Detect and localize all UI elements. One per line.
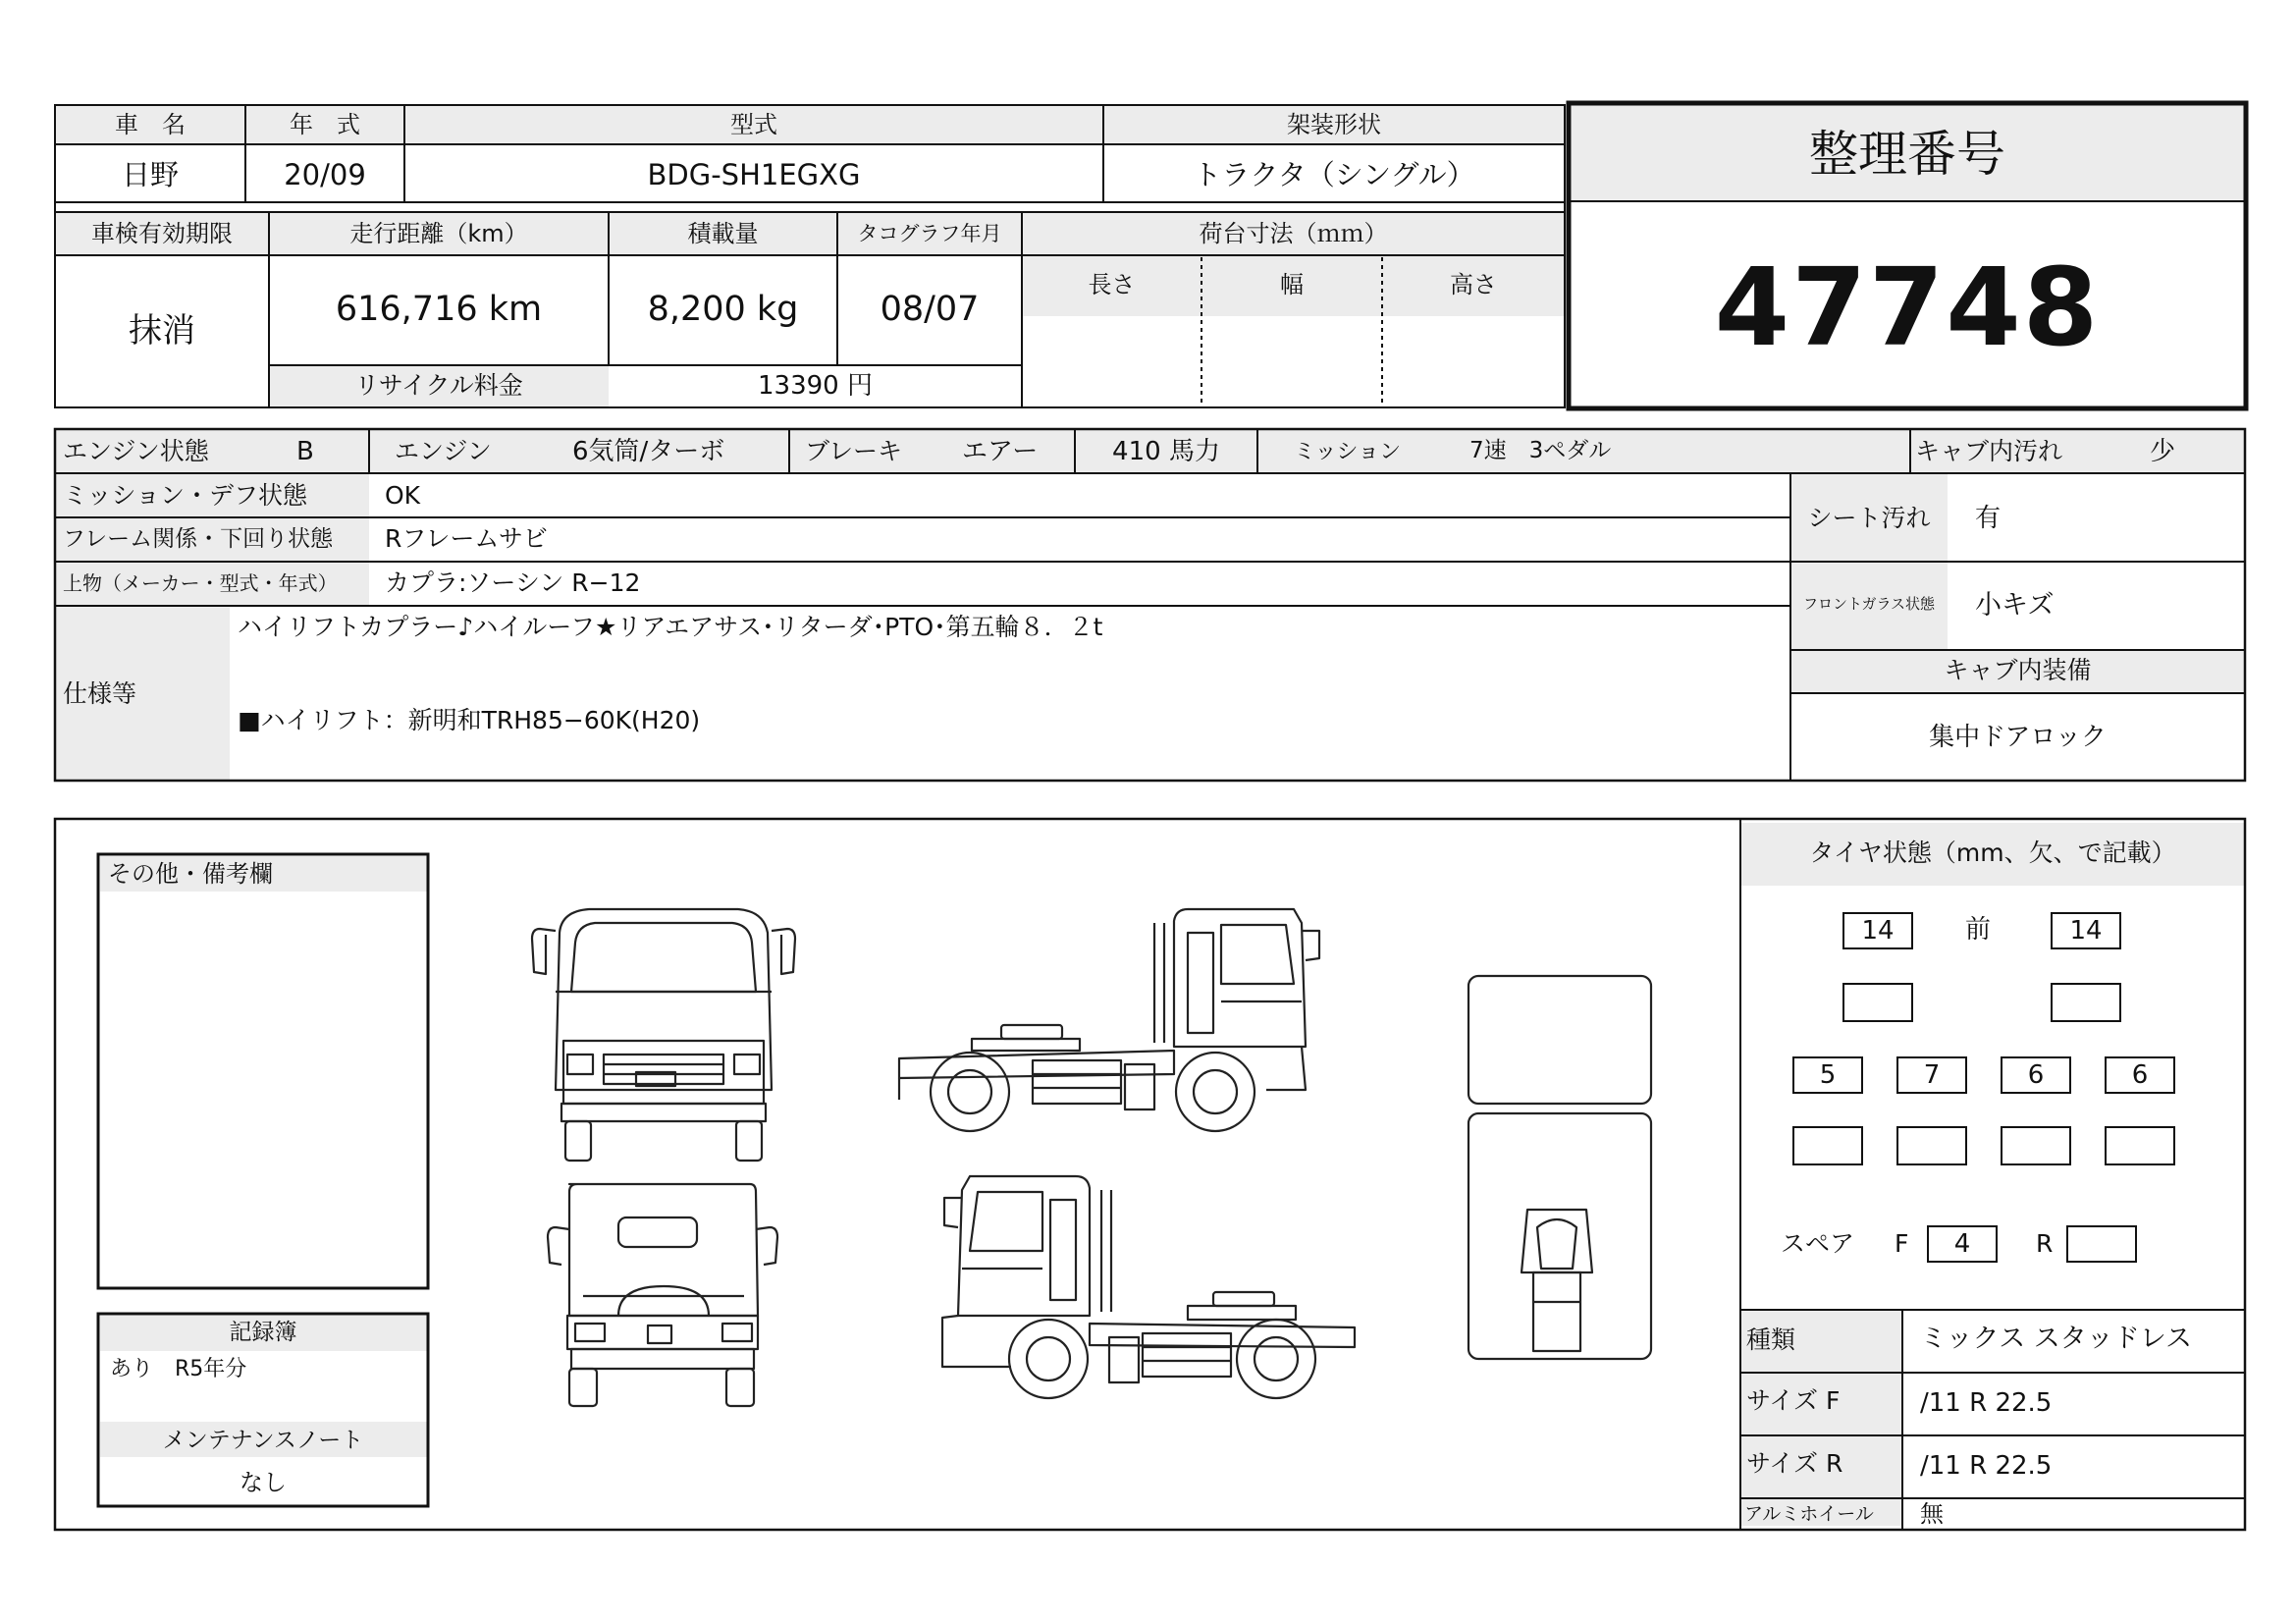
- alloy-wheel-value: 無: [1920, 1500, 1944, 1528]
- header-bed-dimensions: 荷台寸法（ｍｍ）: [1199, 220, 1388, 247]
- brake-label: ブレーキ: [805, 437, 903, 465]
- ref-number-label: 整理番号: [1809, 126, 2005, 183]
- truck-top-view: [1468, 976, 1651, 1359]
- front-glass-label: フロントガラス状態: [1802, 595, 1936, 613]
- mission-def-value: OK: [385, 481, 421, 510]
- tire-rear-1: 5: [1819, 1060, 1837, 1090]
- maintenance-note-label: メンテナンスノート: [162, 1428, 364, 1453]
- recycle-fee-value: 13390 円: [758, 371, 873, 401]
- header-mileage: 走行距離（km）: [349, 220, 528, 247]
- engine-state: B: [296, 437, 314, 466]
- header-model: 型式: [730, 111, 777, 138]
- cab-equipment-value: 集中ドアロック: [1929, 723, 2107, 752]
- frame-value: Rフレームサビ: [385, 524, 548, 553]
- engine-state-label: エンジン状態: [63, 437, 209, 465]
- truck-rear-view: [548, 1184, 777, 1406]
- tire-size-r-label: サイズ R: [1746, 1449, 1843, 1478]
- upper-value: カプラ:ソーシン R−12: [385, 568, 641, 597]
- header-inspection-expiry: 車検有効期限: [91, 220, 233, 247]
- spec-line-2: ■ハイリフト：新明和TRH85−60K(H20): [238, 706, 701, 734]
- bed-width-label: 幅: [1280, 271, 1304, 298]
- maintenance-note-value: なし: [240, 1469, 287, 1496]
- spec-line-1: ハイリフトカプラー♪ハイルーフ★リアエアサス･リターダ･PTO･第五輪８．２t: [238, 613, 1103, 641]
- header-tachograph: タコグラフ年月: [857, 222, 1002, 245]
- car-name: 日野: [121, 158, 179, 191]
- bed-length-label: 長さ: [1088, 271, 1136, 298]
- ref-number: 47748: [1714, 244, 2101, 370]
- tire-front-left: 14: [1861, 916, 1895, 946]
- tire-size-f-value: /11 R 22.5: [1920, 1388, 2053, 1418]
- tire-rear-3: 6: [2027, 1060, 2045, 1090]
- spare-f-label: F: [1895, 1229, 1909, 1258]
- tire-size-f-label: サイズ F: [1746, 1386, 1841, 1415]
- tire-rear-2: 7: [1923, 1060, 1941, 1090]
- engine-label: エンジン: [395, 437, 492, 465]
- frame-label: フレーム関係・下回り状態: [63, 526, 334, 552]
- spare-label: スペア: [1781, 1229, 1855, 1258]
- tire-size-r-value: /11 R 22.5: [1920, 1451, 2053, 1481]
- mileage-value: 616,716 km: [335, 290, 543, 329]
- header-year: 年 式: [290, 111, 360, 138]
- spare-f-value: 4: [1953, 1229, 1971, 1259]
- upper-label: 上物（メーカー・型式・年式）: [63, 571, 338, 595]
- seat-dirt-label: シート汚れ: [1807, 504, 1931, 532]
- tire-type-value: ミックス スタッドレス: [1920, 1324, 2192, 1354]
- mission-value: 7速 3ペダル: [1469, 438, 1612, 463]
- bed-height-label: 高さ: [1450, 271, 1497, 298]
- tire-state-title: タイヤ状態（mm、欠、で記載）: [1809, 839, 2176, 867]
- tire-front-right: 14: [2069, 916, 2103, 946]
- mission-label: ミッション: [1294, 440, 1402, 464]
- car-model: BDG-SH1EGXG: [647, 158, 861, 191]
- mission-def-label: ミッション・デフ状態: [63, 481, 308, 510]
- recycle-fee-label: リサイクル料金: [354, 371, 523, 400]
- spare-r-label: R: [2036, 1229, 2054, 1258]
- header-load-capacity: 積載量: [687, 220, 759, 247]
- seat-dirt-value: 有: [1975, 504, 2002, 533]
- car-year: 20/09: [284, 158, 366, 191]
- cab-equipment-label: キャブ内装備: [1944, 656, 2092, 684]
- truck-side-view-right: [899, 909, 1319, 1131]
- horsepower: 410 馬力: [1112, 437, 1220, 466]
- cab-dirt-value: 少: [2150, 437, 2176, 466]
- tachograph-value: 08/07: [880, 290, 980, 329]
- record-book-value: あり R5年分: [110, 1357, 247, 1381]
- truck-side-view-left: [942, 1176, 1355, 1398]
- header-car-name: 車 名: [115, 111, 186, 138]
- other-notes-label: その他・備考欄: [108, 860, 273, 888]
- record-book-label: 記録簿: [229, 1320, 297, 1345]
- tire-rear-4: 6: [2131, 1060, 2149, 1090]
- brake-value: エアー: [962, 437, 1039, 466]
- tire-front-label: 前: [1964, 915, 1991, 945]
- front-glass-value: 小キズ: [1975, 590, 2055, 621]
- cab-dirt-label: キャブ内汚れ: [1915, 437, 2063, 465]
- inspection-expiry: 抹消: [129, 311, 195, 351]
- engine-value: 6気筒/ターボ: [572, 437, 725, 466]
- car-body-type: トラクタ（シングル）: [1193, 158, 1475, 191]
- spec-label: 仕様等: [63, 679, 137, 708]
- tire-type-label: 種類: [1746, 1325, 1796, 1354]
- load-value: 8,200 kg: [647, 290, 799, 329]
- truck-front-view: [532, 909, 795, 1161]
- alloy-wheel-label: アルミホイール: [1744, 1503, 1874, 1525]
- header-body-type: 架装形状: [1287, 111, 1381, 138]
